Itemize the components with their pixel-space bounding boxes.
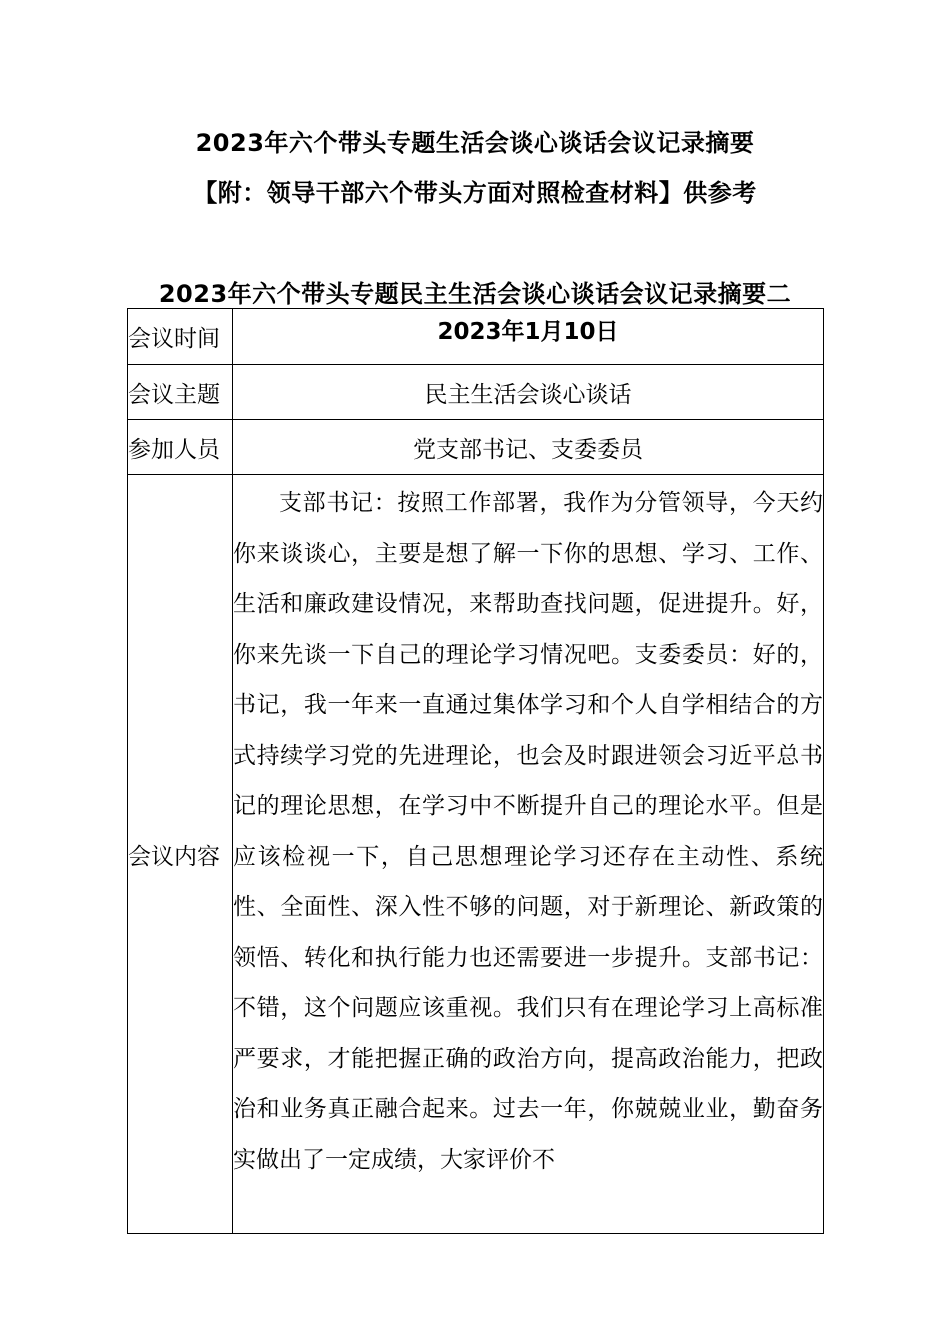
meeting-time-value: 2023年1月10日	[233, 309, 824, 365]
meeting-theme-label: 会议主题	[128, 365, 233, 420]
document-subtitle: 2023年六个带头专题民主生活会谈心谈话会议记录摘要二	[158, 280, 792, 308]
document-title: 2023年六个带头专题生活会谈心谈话会议记录摘要	[195, 129, 755, 157]
attendees-label: 参加人员	[128, 420, 233, 475]
table-row-meeting-content	[128, 475, 824, 1234]
table-row-meeting-theme	[128, 365, 824, 420]
meeting-record-table	[127, 308, 824, 1234]
meeting-content-cell	[233, 475, 824, 1234]
meeting-content-text: 支部书记：按照工作部署，我作为分管领导，今天约你来谈谈心，主要是想了解一下你的思想、学习、工作、生活和廉政建设情况，来帮助查找问题，促进提升。好，你来先谈一下自己的理论学习情况吧。支委委员：好的，书记，我一年来一直通过集体学习和个人自学相结合的方式持续学习党的先进理论，也会及时跟进领会习近平总书记的理论思想，在学习中不断提升自己的理论水平。但是应该检视一下，自己思想理论学习还存在主动性、系统性、全面性、深入性不够的问题，对于新理论、新政策的领悟、转化和执行能力也还需要进一步提升。支部书记：不错，这个问题应该重视。我们只有在理论学习上高标准严要求，才能把握正确的政治方向，提高政治能力，把政治和业务真正融合起来。过去一年，你兢兢业业，勤奋务实做出了一定成绩，大家评价不	[233, 490, 823, 1173]
meeting-time-label: 会议时间	[128, 309, 233, 365]
attendees-value: 党支部书记、支委委员	[233, 420, 824, 475]
meeting-content-label: 会议内容	[128, 475, 233, 1234]
meeting-theme-value: 民主生活会谈心谈话	[233, 365, 824, 420]
document-title-appendix: 【附：领导干部六个带头方面对照检查材料】供参考	[193, 179, 757, 207]
table-row-attendees	[128, 420, 824, 475]
table-row-meeting-time	[128, 309, 824, 365]
